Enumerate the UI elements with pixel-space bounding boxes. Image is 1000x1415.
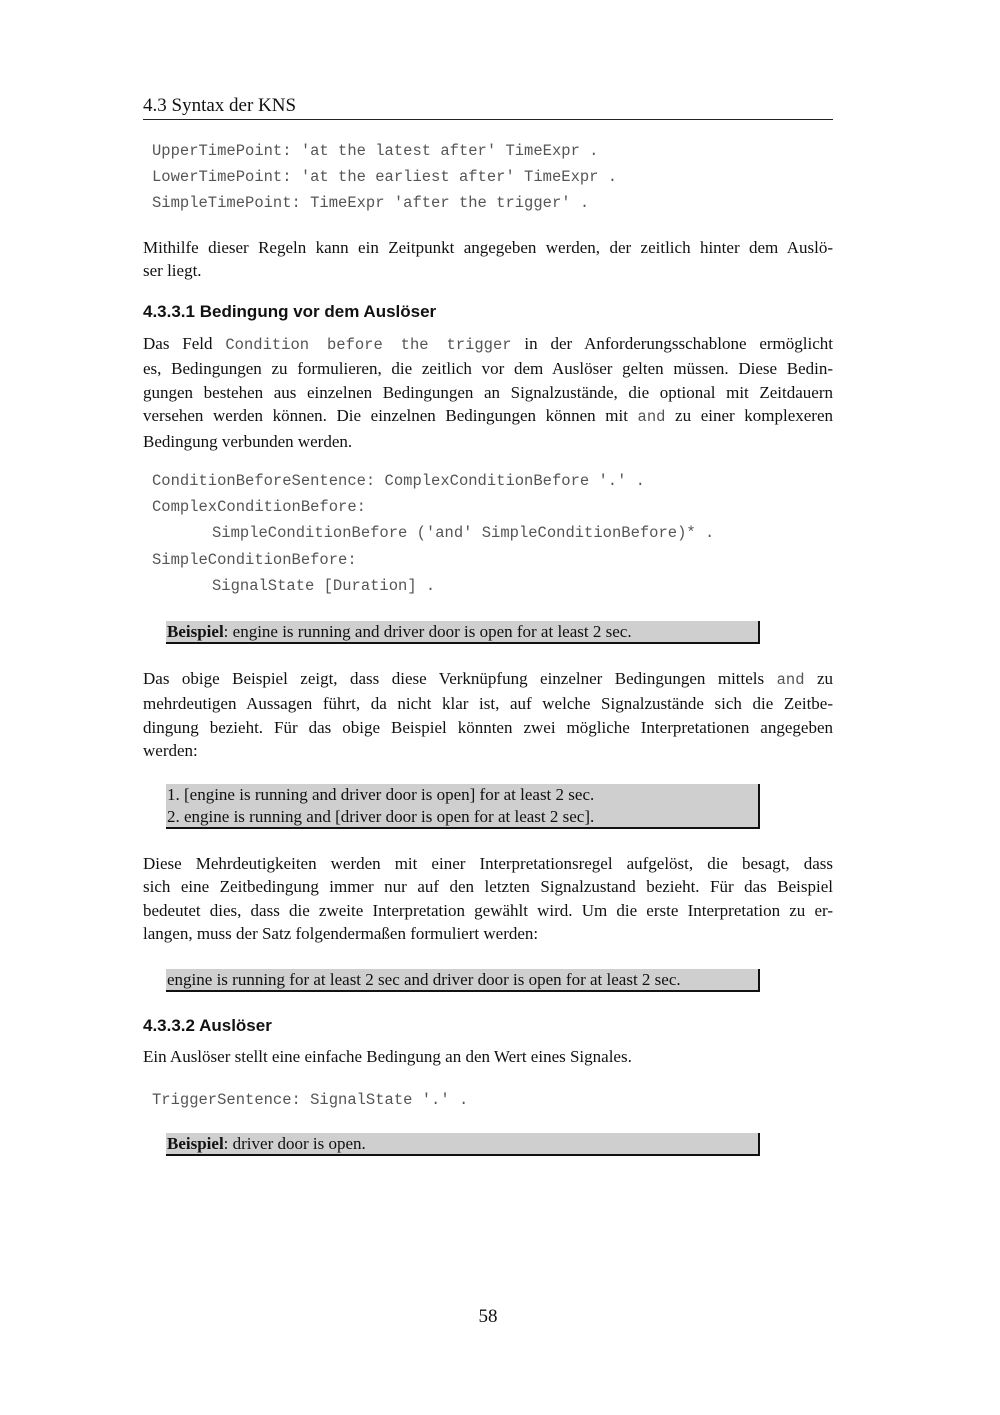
section-heading-condition-before: 4.3.3.1 Bedingung vor dem Auslöser [143, 302, 437, 321]
example-box [166, 1133, 760, 1156]
text-line: Bedingung verbunden werden. [143, 431, 353, 451]
text-line: sich eine Zeitbedingung immer nur auf den letzten Signalzustand bezieht. Für das Beispiel [143, 877, 833, 897]
example-line [167, 621, 758, 643]
interpretations-box [166, 784, 760, 829]
section-heading-trigger: 4.3.3.2 Auslöser [143, 1016, 272, 1035]
text-line: werden: [143, 741, 198, 761]
interpretation-line: 1. [engine is running and driver door is open] for at least 2 sec. [167, 785, 595, 804]
example-box [166, 621, 760, 644]
text-line: Ein Auslöser stellt eine einfache Bedingung an den Wert eines Signales. [143, 1047, 632, 1066]
code-line: SignalState [Duration] . [212, 577, 436, 595]
inline-code: and [637, 408, 666, 427]
paragraph-condition-before [143, 332, 833, 453]
example-line [167, 1133, 758, 1155]
paragraph-timepoint-rules [143, 236, 833, 283]
code-line: SimpleTimePoint: TimeExpr 'after the trigger' . [152, 194, 590, 212]
code-line-trigger-grammar: TriggerSentence: SignalState '.' . [152, 1091, 469, 1109]
page-number: 58 [478, 1306, 498, 1327]
text-span: versehen werden können. Die einzelnen Bedingungen können mit [143, 406, 638, 426]
text-line: dingung bezieht. Für das obige Beispiel könnten zwei mögliche Interpretationen angegeben [143, 717, 833, 737]
text-line [143, 332, 833, 357]
code-line: SimpleConditionBefore: [152, 551, 357, 569]
code-line: ComplexConditionBefore: [152, 498, 366, 516]
code-line: ConditionBeforeSentence: ComplexConditionBefore '.' . [152, 472, 645, 490]
example-line: engine is running for at least 2 sec and driver door is open for at least 2 sec. [167, 970, 681, 989]
inline-code: and [776, 671, 805, 689]
text-line: gungen bestehen aus einzelnen Bedingungen an Signalzustände, die optional mit Zeitdauern [143, 382, 833, 402]
example-text: : engine is running and driver door is open for at least 2 sec. [223, 622, 632, 641]
text-span: Das obige Beispiel zeigt, dass diese Verknüpfung einzelner Bedingungen mittels [143, 669, 777, 688]
text-line: langen, muss der Satz folgendermaßen formuliert werden: [143, 924, 539, 944]
text-line [143, 667, 833, 692]
code-line: LowerTimePoint: 'at the earliest after' TimeExpr . [152, 168, 618, 186]
text-span: zu [804, 669, 833, 688]
example-label: Beispiel [167, 1134, 224, 1153]
paragraph-ambiguity [143, 667, 833, 763]
running-header: 4.3 Syntax der KNS [143, 94, 833, 120]
text-span: Das Feld [143, 334, 226, 353]
example-label: Beispiel [167, 622, 224, 641]
text-line [143, 404, 833, 429]
text-line: Diese Mehrdeutigkeiten werden mit einer Interpretationsregel aufgelöst, die besagt, dass [143, 854, 833, 873]
text-line: bedeutet dies, dass die zweite Interpretation gewählt wird. Um die erste Interpretation zu er- [143, 900, 833, 920]
paragraph-trigger [143, 1045, 833, 1068]
inline-code: Condition before the trigger [225, 336, 512, 354]
code-line: SimpleConditionBefore ('and' SimpleConditionBefore)* . [212, 524, 715, 542]
example-text: : driver door is open. [223, 1134, 366, 1153]
text-line: Mithilfe dieser Regeln kann ein Zeitpunkt angegeben werden, der zeitlich hinter dem Auslö- [143, 238, 833, 257]
text-line: es, Bedingungen zu formulieren, die zeitlich vor dem Auslöser gelten müssen. Diese Bedin- [143, 359, 833, 379]
interpretation-line: 2. engine is running and [driver door is open for at least 2 sec]. [167, 807, 595, 826]
text-span: in der Anforderungsschablone ermöglicht [511, 334, 833, 353]
example-box [166, 969, 760, 992]
text-line: mehrdeutigen Aussagen führt, da nicht klar ist, auf welche Signalzustände sich die Zeitbe- [143, 694, 833, 714]
code-line: UpperTimePoint: 'at the latest after' TimeExpr . [152, 142, 599, 160]
text-line: ser liegt. [143, 261, 202, 281]
paragraph-interpretation-rule [143, 852, 833, 946]
text-span: zu einer komplexeren [665, 406, 834, 426]
